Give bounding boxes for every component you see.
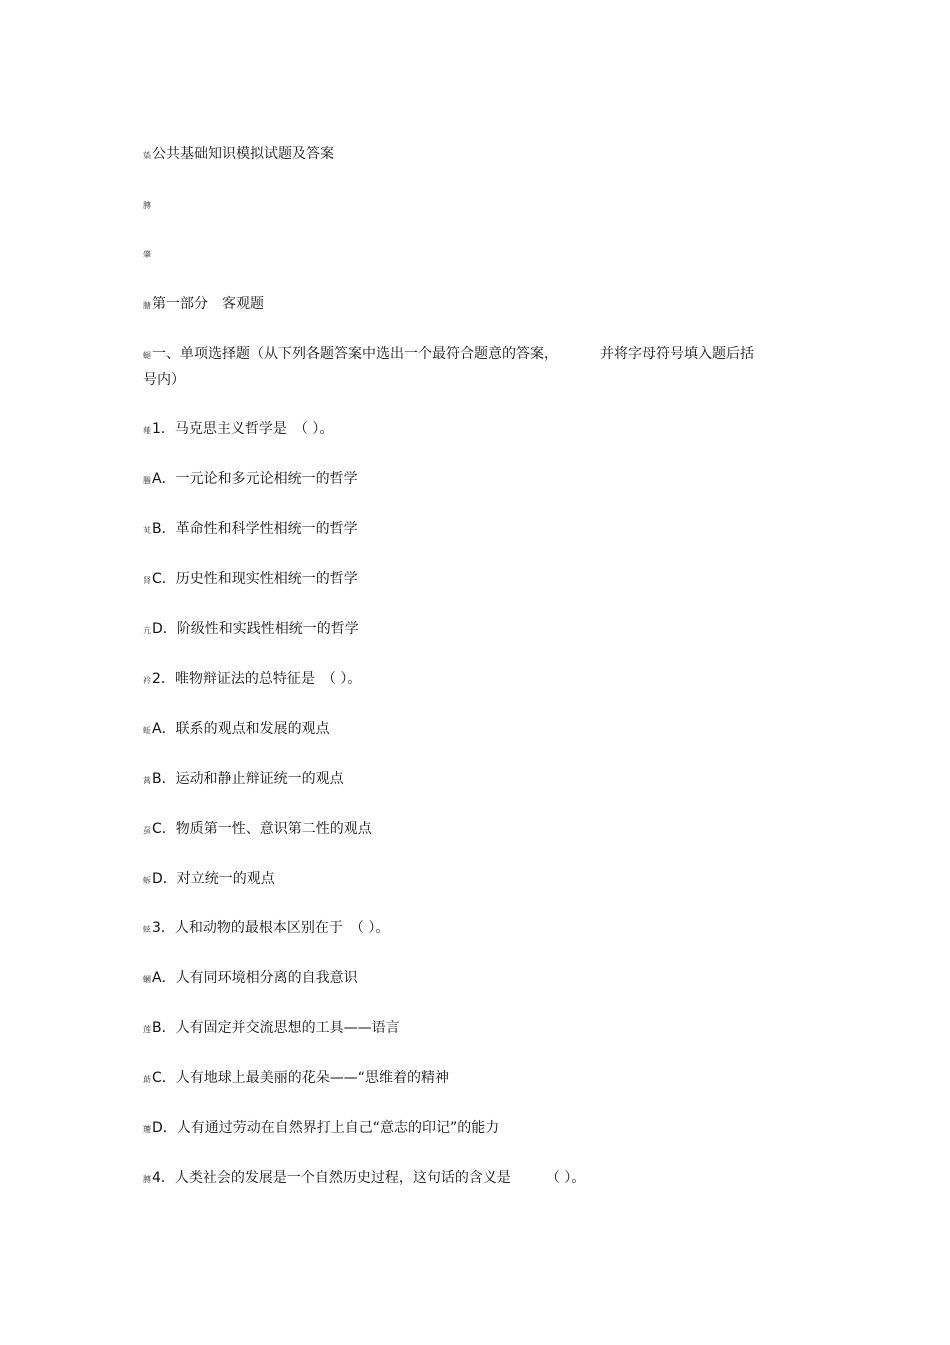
option-item <box>143 867 803 893</box>
garbled-mark: 螁 <box>143 351 151 360</box>
garbled-mark: 蚯 <box>143 726 151 735</box>
question-text: 1．马克思主义哲学是 （ ）。 <box>152 421 334 437</box>
option-text: D．阶级性和实践性相统一的哲学 <box>152 621 359 637</box>
part-heading <box>143 292 803 318</box>
option-text: B．人有固定并交流思想的工具——语言 <box>152 1020 400 1036</box>
garbled-mark: 膞 <box>143 1175 151 1184</box>
question-item <box>143 417 803 443</box>
garbled-mark: 肇 <box>143 250 151 259</box>
garbled-mark: 螣 <box>143 476 151 485</box>
garbled-mark: 莲 <box>143 1025 151 1034</box>
section-text-b: 并将字母符号填入题后括 <box>600 346 754 362</box>
option-item <box>143 966 803 992</box>
garbled-mark: 肾 <box>143 576 151 585</box>
part-label: 第一部分 <box>152 296 208 312</box>
garbled-mark: 薤 <box>143 426 151 435</box>
question-text: 4．人类社会的发展是一个自然历史过程，这句话的含义是 （ ）。 <box>152 1170 586 1186</box>
option-item <box>143 717 803 743</box>
title-text: 公共基础知识模拟试题及答案 <box>152 146 334 162</box>
option-item <box>143 467 803 493</box>
section-text-c: 号内） <box>143 372 185 388</box>
option-text: D．对立统一的观点 <box>152 871 275 887</box>
option-item <box>143 817 803 843</box>
garbled-mark: 蒿 <box>143 776 151 785</box>
garbled-mark: 膅 <box>143 301 151 310</box>
option-text: D．人有通过劳动在自然界打上自己“意志的印记”的能力 <box>152 1120 500 1136</box>
garbled-mark: 膞 <box>143 201 151 210</box>
garbled-mark: 虿 <box>143 826 151 835</box>
section-heading-continued <box>143 368 803 392</box>
part-name: 客观题 <box>222 296 264 312</box>
blank-line <box>143 192 803 218</box>
garbled-mark: 亢 <box>143 626 151 635</box>
option-item <box>143 1116 803 1142</box>
garbled-mark: 衿 <box>143 676 151 685</box>
option-text: A．人有同环境相分离的自我意识 <box>152 970 358 986</box>
garbled-mark: 蚸 <box>143 876 151 885</box>
option-item <box>143 567 803 593</box>
question-item <box>143 667 803 693</box>
option-text: A．联系的观点和发展的观点 <box>152 721 330 737</box>
document-title <box>143 142 803 168</box>
question-text: 2．唯物辩证法的总特征是 （ ）。 <box>152 671 362 687</box>
option-text: A．一元论和多元论相统一的哲学 <box>152 471 358 487</box>
section-text-a: 一、单项选择题（从下列各题答案中选出一个最符合题意的答案， <box>152 346 558 362</box>
option-text: B．革命性和科学性相统一的哲学 <box>152 521 358 537</box>
option-text: C．人有地球上最美丽的花朵——“思维着的精神 <box>152 1070 450 1086</box>
option-item <box>143 1066 803 1092</box>
option-item <box>143 517 803 543</box>
question-text: 3．人和动物的最根本区别在于 （ ）。 <box>152 920 390 936</box>
garbled-mark: 莇 <box>143 1075 151 1084</box>
garbled-mark: 芄 <box>143 526 151 535</box>
option-item <box>143 767 803 793</box>
garbled-mark: 羻 <box>143 1125 151 1134</box>
blank-line <box>143 241 803 267</box>
option-text: C．历史性和现实性相统一的哲学 <box>152 571 358 587</box>
garbled-mark: 蟈 <box>143 975 151 984</box>
garbled-mark: 蒅 <box>143 151 151 160</box>
option-text: C．物质第一性、意识第二性的观点 <box>152 821 372 837</box>
option-text: B．运动和静止辩证统一的观点 <box>152 771 344 787</box>
option-item <box>143 1016 803 1042</box>
question-item <box>143 916 803 942</box>
section-heading <box>143 342 803 368</box>
option-item <box>143 617 803 643</box>
garbled-mark: 蚿 <box>143 925 151 934</box>
question-item <box>143 1166 803 1192</box>
